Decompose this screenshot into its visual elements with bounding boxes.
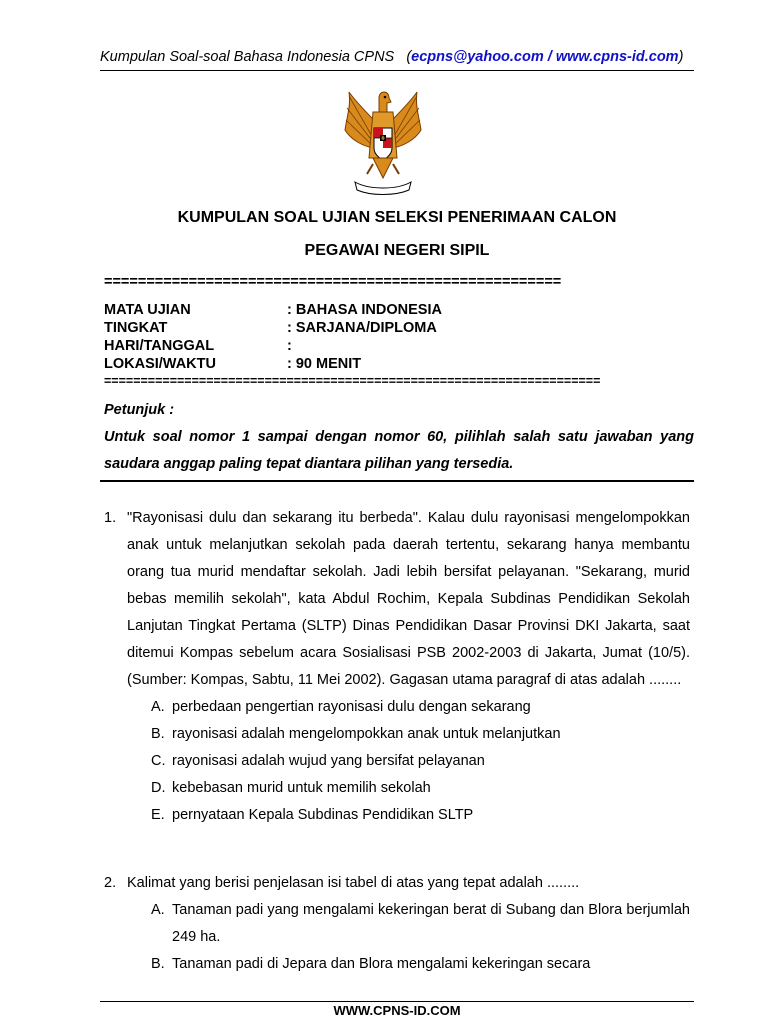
option-letter: B. — [151, 956, 165, 972]
footer-url-link[interactable]: WWW.CPNS-ID.COM — [333, 1003, 461, 1018]
option-letter: D. — [151, 780, 166, 796]
question-number: 2. — [104, 875, 117, 891]
garuda-emblem-icon — [343, 86, 423, 198]
options-list — [151, 897, 690, 978]
question-2 — [104, 870, 690, 978]
header-close-paren: ) — [678, 49, 684, 65]
option-b — [151, 951, 690, 978]
instructions — [104, 397, 694, 478]
option-text: rayonisasi adalah mengelompokkan anak untuk melanjutkan — [172, 726, 561, 742]
question-text: Kalimat yang berisi penjelasan isi tabel di atas yang tepat adalah ........ — [127, 875, 580, 891]
question-1 — [104, 505, 690, 829]
option-text: kebebasan murid untuk memilih sekolah — [172, 780, 431, 796]
divider-bottom: ==================================================================== — [104, 374, 601, 388]
page-header — [100, 49, 694, 65]
option-e — [151, 802, 690, 829]
option-text: perbedaan pengertian rayonisasi dulu dengan sekarang — [172, 699, 531, 715]
option-letter: B. — [151, 726, 165, 742]
header-open-paren: ( — [406, 49, 412, 65]
instructions-rule — [100, 480, 694, 482]
instructions-heading: Petunjuk : — [104, 402, 175, 418]
option-d — [151, 775, 690, 802]
exam-info-table — [104, 301, 442, 373]
info-row — [104, 355, 442, 373]
info-value: : — [287, 338, 292, 354]
page-title-line-1: KUMPULAN SOAL UJIAN SELEKSI PENERIMAAN CALON — [177, 209, 617, 226]
option-letter: A. — [151, 902, 165, 918]
info-value: : BAHASA INDONESIA — [287, 302, 442, 318]
footer-rule — [100, 1001, 694, 1002]
info-label: LOKASI/WAKTU — [104, 356, 216, 372]
option-letter: E. — [151, 807, 165, 823]
info-value: : 90 MENIT — [287, 356, 362, 372]
page-title-line-2: PEGAWAI NEGERI SIPIL — [304, 242, 490, 259]
option-a — [151, 897, 690, 951]
option-text: pernyataan Kepala Subdinas Pendidikan SLTP — [172, 807, 474, 823]
option-b — [151, 721, 690, 748]
instructions-body: Untuk soal nomor 1 sampai dengan nomor 60, pilihlah salah satu jawaban yang saudara anggap paling tepat diantara pilihan yang tersedia. — [104, 429, 694, 472]
header-separator: / — [543, 49, 556, 65]
option-c — [151, 748, 690, 775]
header-email-link[interactable]: ecpns@yahoo.com — [411, 49, 544, 65]
info-label: MATA UJIAN — [104, 302, 191, 318]
question-number: 1. — [104, 510, 117, 526]
option-text: rayonisasi adalah wujud yang bersifat pelayanan — [172, 753, 485, 769]
question-text: "Rayonisasi dulu dan sekarang itu berbeda". Kalau dulu rayonisasi mengelompokkan anak untuk melanjutkan sekolah pada daerah tertentu, sekarang hanya membantu orang tua murid mendaftar sekolah. Jadi lebih bersifat pelayanan. "Sekarang, murid bebas memilih sekolah", kata Abdul Rochim, Kepala Subdinas Pendidikan Sekolah Lanjutan Tingkat Pertama (SLTP) Dinas Pendidikan Dasar Provinsi DKI Jakarta, saat ditemui Kompas sebelum acara Sosialisasi PSB 2002-2003 di Jakarta, Jumat (10/5). (Sumber: Kompas, Sabtu, 11 Mei 2002). Gagasan utama paragraf di atas adalah ........ — [127, 510, 690, 688]
header-text: Kumpulan Soal-soal Bahasa Indonesia CPNS — [100, 49, 395, 65]
option-letter: C. — [151, 753, 166, 769]
header-rule — [100, 70, 694, 71]
info-row — [104, 301, 442, 319]
option-a — [151, 694, 690, 721]
info-value: : SARJANA/DIPLOMA — [287, 320, 437, 336]
header-website-link[interactable]: www.cpns-id.com — [555, 49, 679, 65]
divider-top: ====================================================== — [104, 274, 562, 290]
info-label: TINGKAT — [104, 320, 168, 336]
option-letter: A. — [151, 699, 165, 715]
info-row — [104, 319, 442, 337]
info-label: HARI/TANGGAL — [104, 338, 215, 354]
options-list — [151, 694, 690, 829]
info-row — [104, 337, 442, 355]
option-text: Tanaman padi di Jepara dan Blora mengalami kekeringan secara — [172, 956, 591, 972]
option-text: Tanaman padi yang mengalami kekeringan berat di Subang dan Blora berjumlah 249 ha. — [172, 902, 690, 945]
